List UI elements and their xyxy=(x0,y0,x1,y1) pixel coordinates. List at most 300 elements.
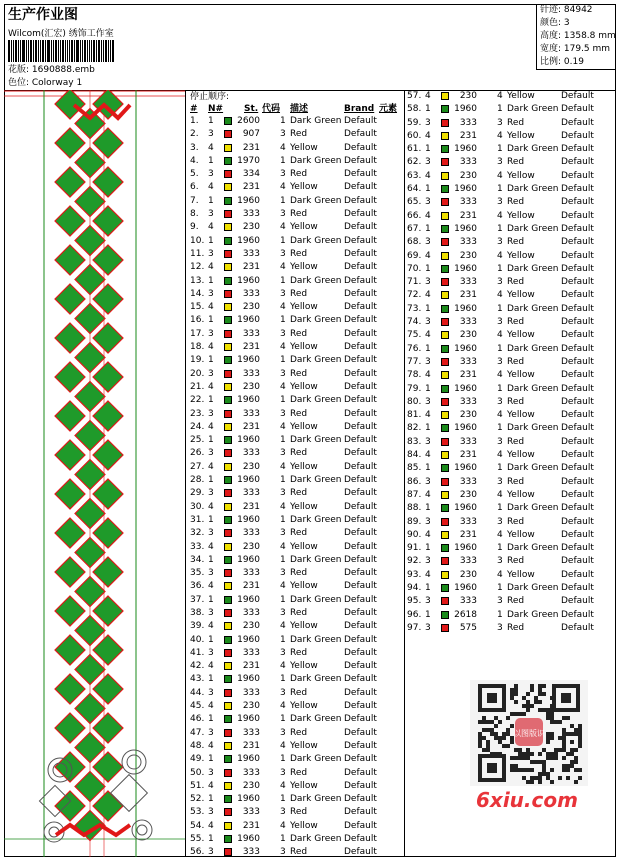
table-row xyxy=(405,542,616,555)
row-index: 16. xyxy=(190,315,205,326)
table-row xyxy=(188,687,404,700)
row-brand: Default xyxy=(344,528,377,539)
row-brand: Default xyxy=(561,489,594,500)
row-brand: Default xyxy=(561,223,594,234)
diamond-motif xyxy=(75,343,105,373)
row-description: Dark Green xyxy=(290,554,342,565)
table-row xyxy=(188,115,404,128)
row-code: 230 xyxy=(242,461,260,472)
row-color-number: 3 xyxy=(280,568,286,579)
row-code: 333 xyxy=(242,607,260,618)
table-row xyxy=(405,303,616,316)
row-code: 230 xyxy=(242,541,260,552)
row-code: 231 xyxy=(242,421,260,432)
row-description: Red xyxy=(290,767,308,778)
qr-center-label: 以图版识 xyxy=(513,729,545,738)
row-code: 1960 xyxy=(237,834,260,845)
row-code: 1960 xyxy=(454,144,477,155)
table-row xyxy=(188,580,404,593)
row-index: 20. xyxy=(190,368,205,379)
row-brand: Default xyxy=(344,607,377,618)
row-needle: 1 xyxy=(208,235,214,246)
color-swatch xyxy=(224,157,232,165)
row-description: Yellow xyxy=(507,370,535,381)
row-description: Red xyxy=(290,727,308,738)
row-index: 91. xyxy=(407,543,422,554)
color-swatch xyxy=(224,343,232,351)
table-row xyxy=(188,753,404,766)
row-index: 74. xyxy=(407,317,422,328)
row-description: Yellow xyxy=(507,450,535,461)
row-color-number: 1 xyxy=(280,554,286,565)
row-code: 231 xyxy=(242,262,260,273)
row-description: Dark Green xyxy=(507,383,559,394)
row-index: 10. xyxy=(190,235,205,246)
row-code: 231 xyxy=(242,142,260,153)
row-code: 333 xyxy=(242,209,260,220)
row-code: 1960 xyxy=(237,475,260,486)
row-brand: Default xyxy=(344,342,377,353)
color-swatch xyxy=(441,491,449,499)
row-description: Yellow xyxy=(290,342,318,353)
row-needle: 1 xyxy=(208,435,214,446)
table-row xyxy=(188,501,404,514)
row-color-number: 4 xyxy=(280,262,286,273)
row-needle: 4 xyxy=(208,262,214,273)
row-index: 35. xyxy=(190,568,205,579)
row-description: Red xyxy=(507,396,525,407)
row-brand: Default xyxy=(561,450,594,461)
row-brand: Default xyxy=(561,356,594,367)
row-index: 94. xyxy=(407,582,422,593)
color-swatch xyxy=(224,250,232,258)
row-index: 71. xyxy=(407,277,422,288)
diamond-motif xyxy=(55,362,85,392)
row-code: 333 xyxy=(242,488,260,499)
row-needle: 4 xyxy=(425,91,431,101)
diamond-motif xyxy=(55,791,85,821)
row-code: 231 xyxy=(459,290,477,301)
table-row xyxy=(405,289,616,302)
color-swatch xyxy=(441,145,449,153)
row-index: 50. xyxy=(190,767,205,778)
diamond-motif xyxy=(93,635,123,665)
row-description: Red xyxy=(507,197,525,208)
row-code: 333 xyxy=(242,408,260,419)
row-index: 9. xyxy=(190,222,199,233)
row-description: Red xyxy=(507,317,525,328)
row-code: 1960 xyxy=(454,503,477,514)
row-brand: Default xyxy=(344,820,377,831)
diamond-motif xyxy=(75,694,105,724)
row-description: Yellow xyxy=(507,410,535,421)
row-description: Dark Green xyxy=(290,634,342,645)
color-swatch xyxy=(441,411,449,419)
row-needle: 4 xyxy=(208,661,214,672)
row-index: 33. xyxy=(190,541,205,552)
row-brand: Default xyxy=(561,410,594,421)
table-row xyxy=(405,223,616,236)
row-description: Yellow xyxy=(290,780,318,791)
row-code: 230 xyxy=(459,489,477,500)
row-brand: Default xyxy=(344,807,377,818)
row-index: 68. xyxy=(407,237,422,248)
row-color-number: 3 xyxy=(280,328,286,339)
diamond-motif xyxy=(75,265,105,295)
row-description: Dark Green xyxy=(507,423,559,434)
table-row xyxy=(405,369,616,382)
color-swatch xyxy=(441,172,449,180)
row-description: Yellow xyxy=(507,91,535,101)
row-color-number: 3 xyxy=(497,556,503,567)
diamond-motif xyxy=(75,733,105,763)
row-needle: 4 xyxy=(425,569,431,580)
col-needle: N# xyxy=(208,104,224,114)
row-brand: Default xyxy=(344,355,377,366)
diamond-motif xyxy=(93,284,123,314)
row-color-number: 3 xyxy=(280,488,286,499)
row-needle: 4 xyxy=(208,182,214,193)
row-brand: Default xyxy=(344,142,377,153)
row-description: Red xyxy=(507,117,525,128)
table-row xyxy=(188,527,404,540)
table-row xyxy=(188,660,404,673)
row-brand: Default xyxy=(344,328,377,339)
row-brand: Default xyxy=(561,330,594,341)
row-color-number: 1 xyxy=(497,263,503,274)
stop-list-left xyxy=(188,92,404,860)
row-description: Dark Green xyxy=(507,582,559,593)
row-description: Yellow xyxy=(290,661,318,672)
color-swatch xyxy=(224,609,232,617)
row-code: 575 xyxy=(459,622,477,633)
row-needle: 4 xyxy=(425,130,431,141)
row-color-number: 4 xyxy=(280,820,286,831)
row-index: 28. xyxy=(190,475,205,486)
table-row xyxy=(188,793,404,806)
color-swatch xyxy=(224,808,232,816)
table-row xyxy=(188,288,404,301)
diamond-motif xyxy=(75,382,105,412)
row-color-number: 4 xyxy=(497,489,503,500)
row-index: 44. xyxy=(190,687,205,698)
row-needle: 4 xyxy=(208,581,214,592)
diamond-motif xyxy=(93,206,123,236)
diamond-motif xyxy=(75,616,105,646)
row-index: 46. xyxy=(190,714,205,725)
row-brand: Default xyxy=(561,396,594,407)
row-color-number: 1 xyxy=(497,144,503,155)
row-brand: Default xyxy=(561,383,594,394)
color-swatch xyxy=(224,848,232,856)
row-needle: 3 xyxy=(425,396,431,407)
row-color-number: 1 xyxy=(280,235,286,246)
color-swatch xyxy=(441,518,449,526)
row-description: Dark Green xyxy=(290,355,342,366)
row-code: 333 xyxy=(242,727,260,738)
row-color-number: 1 xyxy=(280,674,286,685)
table-row xyxy=(405,516,616,529)
row-code: 1960 xyxy=(237,754,260,765)
row-description: Dark Green xyxy=(290,834,342,845)
row-code: 1960 xyxy=(454,383,477,394)
row-description: Red xyxy=(290,807,308,818)
row-index: 81. xyxy=(407,410,422,421)
color-swatch xyxy=(441,557,449,565)
row-index: 60. xyxy=(407,130,422,141)
diamond-motif xyxy=(55,518,85,548)
row-needle: 4 xyxy=(425,489,431,500)
table-row xyxy=(188,833,404,846)
row-code: 231 xyxy=(242,820,260,831)
row-brand: Default xyxy=(561,317,594,328)
row-index: 77. xyxy=(407,356,422,367)
table-row xyxy=(188,221,404,234)
row-color-number: 4 xyxy=(497,410,503,421)
table-row xyxy=(405,343,616,356)
row-color-number: 1 xyxy=(497,184,503,195)
row-brand: Default xyxy=(344,381,377,392)
row-needle: 1 xyxy=(208,116,214,126)
color-swatch xyxy=(224,636,232,644)
color-swatch xyxy=(441,265,449,273)
row-code: 231 xyxy=(459,450,477,461)
table-row xyxy=(188,275,404,288)
row-brand: Default xyxy=(344,248,377,259)
row-index: 31. xyxy=(190,514,205,525)
row-color-number: 4 xyxy=(280,182,286,193)
color-swatch xyxy=(441,571,449,579)
row-needle: 1 xyxy=(208,634,214,645)
row-code: 230 xyxy=(459,330,477,341)
row-code: 230 xyxy=(459,91,477,101)
row-brand: Default xyxy=(344,368,377,379)
row-color-number: 3 xyxy=(497,317,503,328)
row-code: 333 xyxy=(459,237,477,248)
color-swatch xyxy=(441,252,449,260)
table-row xyxy=(188,647,404,660)
table-row xyxy=(405,183,616,196)
color-swatch xyxy=(224,782,232,790)
row-needle: 4 xyxy=(208,342,214,353)
row-index: 80. xyxy=(407,396,422,407)
row-brand: Default xyxy=(561,170,594,181)
row-needle: 3 xyxy=(425,197,431,208)
table-row xyxy=(405,436,616,449)
table-row xyxy=(188,128,404,141)
row-brand: Default xyxy=(344,435,377,446)
row-description: Red xyxy=(290,368,308,379)
row-description: Dark Green xyxy=(290,754,342,765)
row-color-number: 3 xyxy=(497,277,503,288)
row-needle: 1 xyxy=(208,195,214,206)
row-needle: 1 xyxy=(208,355,214,366)
row-color-number: 1 xyxy=(497,543,503,554)
row-index: 14. xyxy=(190,288,205,299)
row-needle: 3 xyxy=(208,607,214,618)
stop-rows-left xyxy=(188,115,404,860)
design-preview xyxy=(4,90,186,857)
row-needle: 3 xyxy=(425,117,431,128)
row-brand: Default xyxy=(561,277,594,288)
colorway-label: 色位: Colorway 1 xyxy=(8,78,83,88)
color-swatch xyxy=(441,584,449,592)
table-row xyxy=(405,462,616,475)
row-description: Red xyxy=(507,356,525,367)
color-swatch xyxy=(224,742,232,750)
row-description: Yellow xyxy=(507,130,535,141)
row-index: 92. xyxy=(407,556,422,567)
row-index: 59. xyxy=(407,117,422,128)
row-color-number: 3 xyxy=(280,528,286,539)
row-needle: 1 xyxy=(208,514,214,525)
diamond-motif xyxy=(93,362,123,392)
diamond-motif xyxy=(93,167,123,197)
color-swatch xyxy=(224,410,232,418)
row-index: 93. xyxy=(407,569,422,580)
row-needle: 3 xyxy=(425,237,431,248)
row-color-number: 3 xyxy=(280,448,286,459)
row-needle: 3 xyxy=(208,687,214,698)
embroidery-design xyxy=(4,90,186,857)
table-row xyxy=(405,210,616,223)
color-swatch xyxy=(441,92,449,100)
row-brand: Default xyxy=(344,262,377,273)
row-description: Red xyxy=(290,847,308,858)
color-swatch xyxy=(441,119,449,127)
row-index: 12. xyxy=(190,262,205,273)
row-code: 333 xyxy=(459,197,477,208)
row-code: 1960 xyxy=(237,315,260,326)
row-color-number: 1 xyxy=(280,794,286,805)
row-color-number: 3 xyxy=(497,596,503,607)
row-needle: 1 xyxy=(208,475,214,486)
row-color-number: 1 xyxy=(280,116,286,126)
diamond-motif xyxy=(55,713,85,743)
row-description: Dark Green xyxy=(507,503,559,514)
row-description: Yellow xyxy=(290,581,318,592)
row-code: 333 xyxy=(459,396,477,407)
row-code: 230 xyxy=(242,302,260,313)
row-description: Red xyxy=(507,436,525,447)
row-code: 1960 xyxy=(454,263,477,274)
row-color-number: 4 xyxy=(280,701,286,712)
diamond-motif xyxy=(75,538,105,568)
row-index: 40. xyxy=(190,634,205,645)
row-color-number: 3 xyxy=(497,157,503,168)
row-code: 1960 xyxy=(454,184,477,195)
row-needle: 3 xyxy=(208,448,214,459)
diamond-motif xyxy=(93,518,123,548)
row-brand: Default xyxy=(344,834,377,845)
row-needle: 1 xyxy=(425,263,431,274)
row-brand: Default xyxy=(344,634,377,645)
row-index: 43. xyxy=(190,674,205,685)
row-index: 45. xyxy=(190,701,205,712)
row-color-number: 1 xyxy=(497,343,503,354)
color-swatch xyxy=(441,438,449,446)
row-needle: 1 xyxy=(208,834,214,845)
diamond-motif xyxy=(55,479,85,509)
row-color-number: 4 xyxy=(497,529,503,540)
row-index: 27. xyxy=(190,461,205,472)
color-swatch xyxy=(224,356,232,364)
color-swatch xyxy=(224,117,232,125)
row-color-number: 3 xyxy=(280,807,286,818)
row-needle: 3 xyxy=(425,556,431,567)
table-row xyxy=(405,502,616,515)
row-description: Yellow xyxy=(290,262,318,273)
page-title: 生产作业图 xyxy=(8,7,78,23)
row-index: 25. xyxy=(190,435,205,446)
stat-stitches: 针迹: 84942 xyxy=(540,5,593,15)
table-row xyxy=(188,673,404,686)
row-brand: Default xyxy=(561,622,594,633)
row-description: Yellow xyxy=(507,569,535,580)
table-row xyxy=(405,409,616,422)
row-code: 1960 xyxy=(237,435,260,446)
color-swatch xyxy=(441,358,449,366)
row-code: 333 xyxy=(242,248,260,259)
row-code: 2618 xyxy=(454,609,477,620)
row-index: 49. xyxy=(190,754,205,765)
row-brand: Default xyxy=(561,104,594,115)
row-description: Yellow xyxy=(507,290,535,301)
row-needle: 4 xyxy=(425,210,431,221)
color-swatch xyxy=(441,398,449,406)
row-brand: Default xyxy=(344,754,377,765)
row-code: 1960 xyxy=(237,395,260,406)
table-row xyxy=(405,383,616,396)
row-needle: 3 xyxy=(425,596,431,607)
row-color-number: 3 xyxy=(280,607,286,618)
table-row xyxy=(188,713,404,726)
row-code: 2600 xyxy=(237,116,260,126)
stats-box xyxy=(536,4,616,70)
row-description: Dark Green xyxy=(507,104,559,115)
row-brand: Default xyxy=(561,463,594,474)
row-index: 51. xyxy=(190,780,205,791)
table-row xyxy=(405,582,616,595)
color-swatch xyxy=(441,451,449,459)
row-needle: 1 xyxy=(208,395,214,406)
table-row xyxy=(405,170,616,183)
table-row xyxy=(188,248,404,261)
color-swatch xyxy=(224,489,232,497)
diamond-motif xyxy=(55,596,85,626)
row-code: 1960 xyxy=(237,794,260,805)
row-code: 231 xyxy=(242,661,260,672)
diamond-motif xyxy=(55,440,85,470)
color-swatch xyxy=(224,263,232,271)
row-index: 52. xyxy=(190,794,205,805)
diamond-motif xyxy=(93,401,123,431)
row-brand: Default xyxy=(344,554,377,565)
table-row xyxy=(405,595,616,608)
table-row xyxy=(188,820,404,833)
table-row xyxy=(405,555,616,568)
color-swatch xyxy=(224,662,232,670)
color-swatch xyxy=(224,370,232,378)
color-swatch xyxy=(224,755,232,763)
row-description: Red xyxy=(290,129,308,140)
row-code: 231 xyxy=(242,501,260,512)
col-element: 元素 xyxy=(379,104,398,114)
row-index: 26. xyxy=(190,448,205,459)
row-description: Red xyxy=(290,488,308,499)
row-index: 19. xyxy=(190,355,205,366)
row-index: 78. xyxy=(407,370,422,381)
